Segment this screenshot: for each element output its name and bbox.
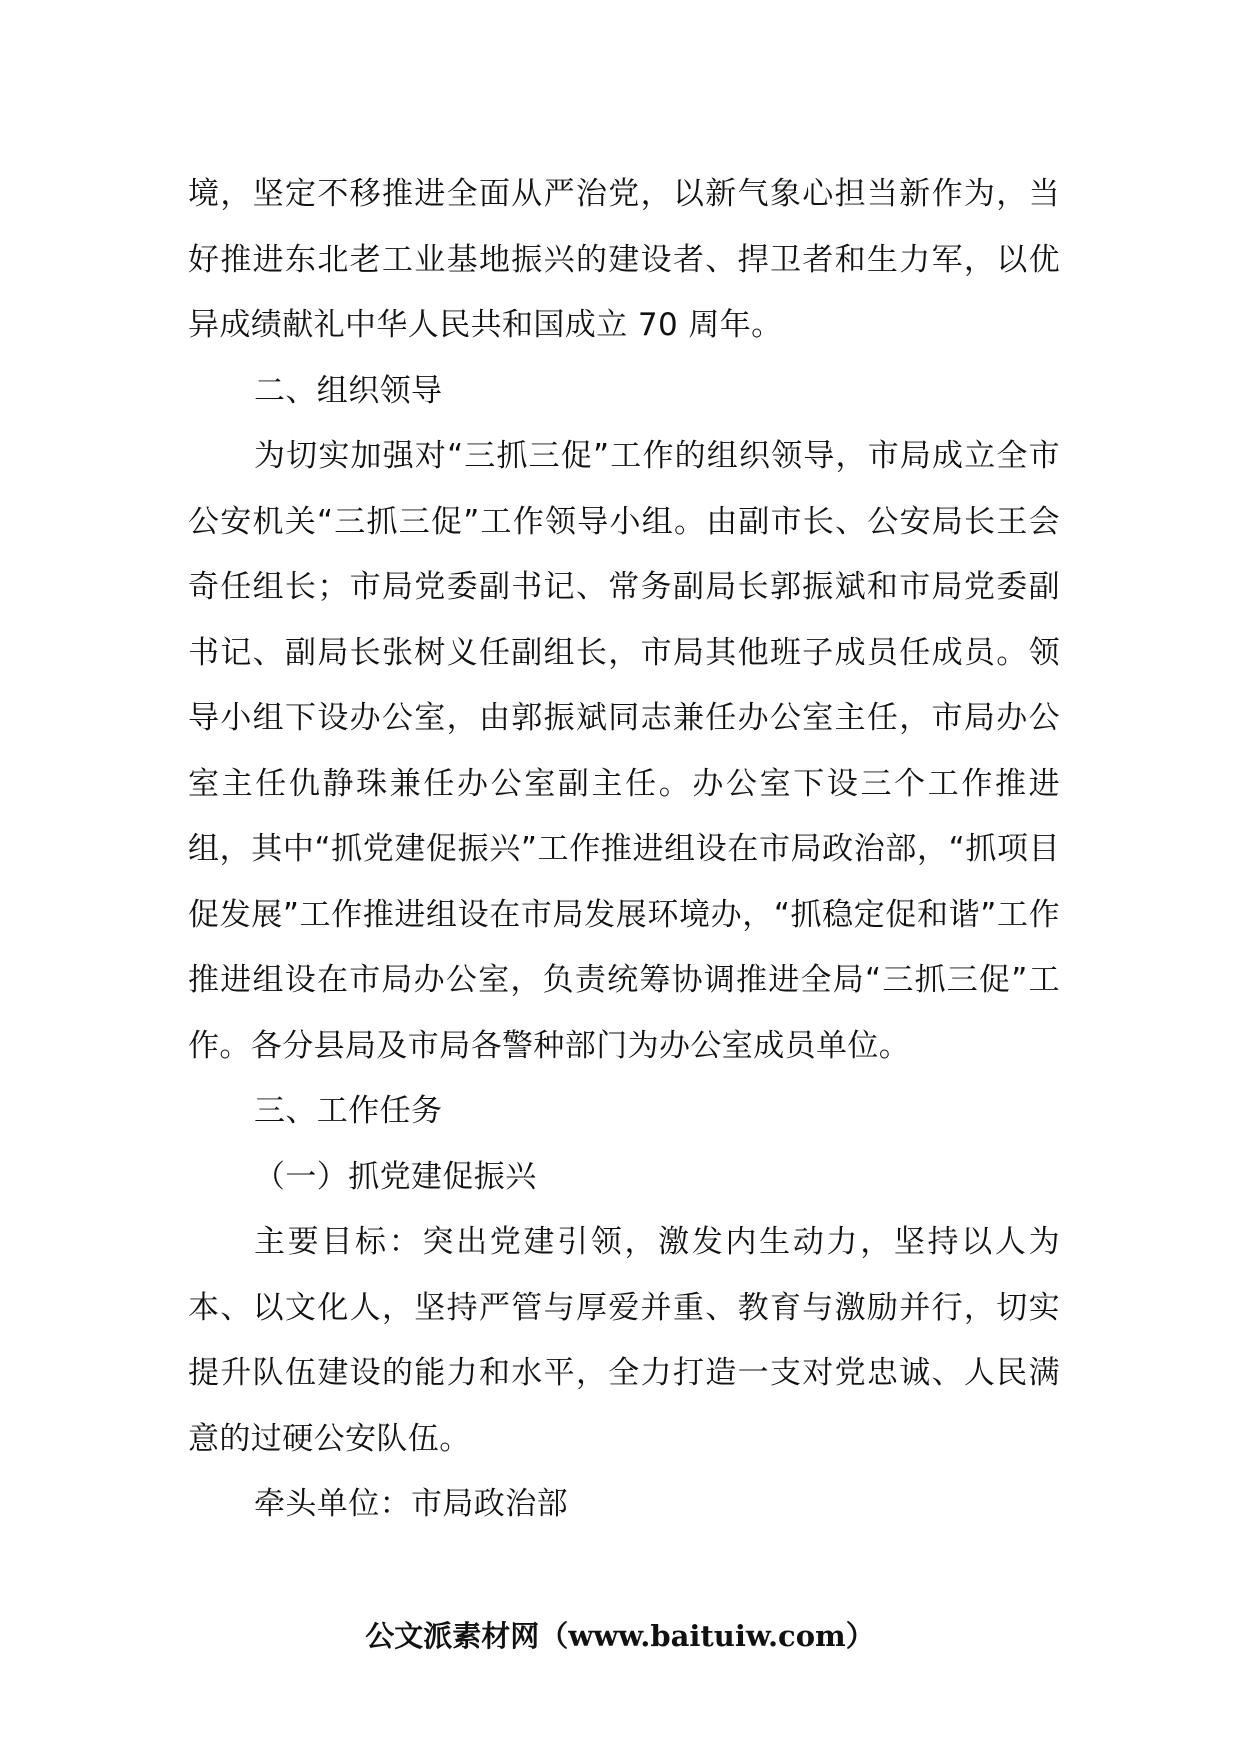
section-heading-tasks: 三、工作任务 [254,1093,443,1129]
section-heading-organization: 二、组织领导 [254,372,443,409]
paragraph-lead-unit: 牵头单位：市局政治部 [254,1486,568,1522]
paragraph-main-goal: 主要目标：突出党建引领，激发内生动力，坚持以人为本、以文化人，坚持严管与厚爱并重、教育与激励并行，切实提升队伍建设的能力和水平，全力打造一支对党忠诚、人民满意的过硬公安队伍。 [188,1224,1060,1457]
subsection-heading-party-building: （一）抓党建促振兴 [254,1158,537,1195]
watermark-footer: 公文派素材网（www.baituiw.com） [365,1619,875,1653]
paragraph-continuation: 境，坚定不移推进全面从严治党，以新气象心担当新作为，当好推进东北老工业基地振兴的建设者、捍卫者和生力军，以优异成绩献礼中华人民共和国成立 70 周年。 [188,176,1060,343]
paragraph-organization: 为切实加强对“三抓三促”工作的组织领导，市局成立全市公安机关“三抓三促”工作领导小组。由副市长、公安局长王会奇任组长；市局党委副书记、常务副局长郭振斌和市局党委副书记、副局长张树义任副组长，市局其他班子成员任成员。领导小组下设办公室，由郭振斌同志兼任办公室主任，市局办公室主任仇静珠兼任办公室副主任。办公室下设三个工作推进组，其中“抓党建促振兴”工作推进组设在市局政治部，“抓项目促发展”工作推进组设在市局发展环境办，“抓稳定促和谐”工作推进组设在市局办公室，负责统筹协调推进全局“三抓三促”工作。各分县局及市局各警种部门为办公室成员单位。 [188,438,1060,1064]
document-body [188,162,1060,1538]
